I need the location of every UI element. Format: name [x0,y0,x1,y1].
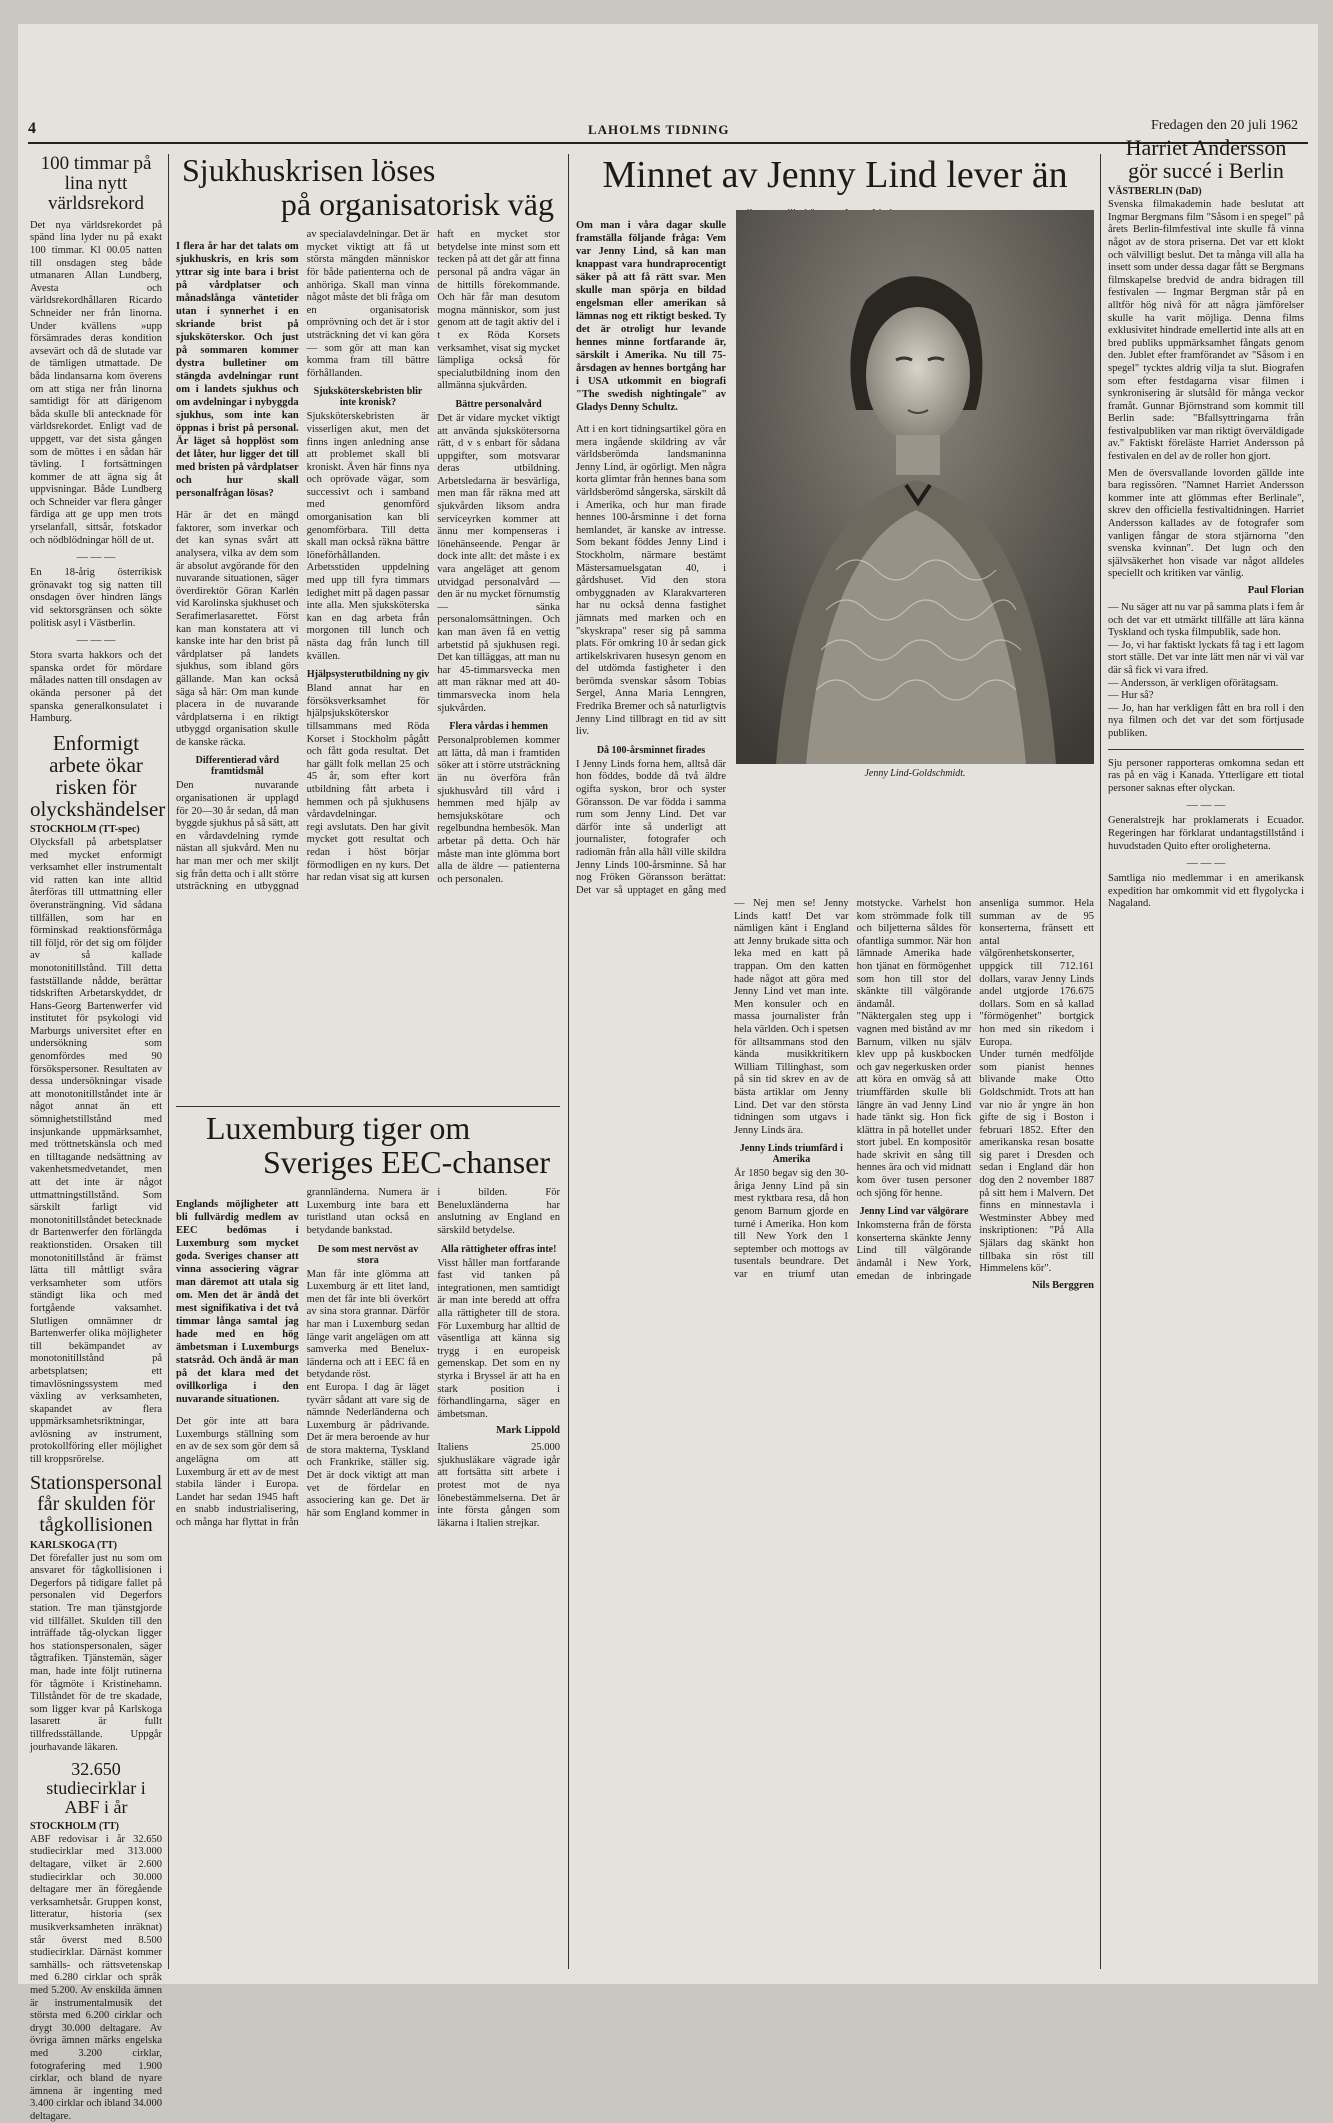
hospital-body: regi avslutats. Den har givit mycket gott resultat och redan i höst börjar förmodligen en ny kurs. Det har redan visat sig att kursen haft en mycket stor betydelse inte minst som ett tecken på att det går att finna personal på andra vägar än de hittills förekommande. Och här får man desutom mogna människor, som just genom att de tagit aktiv del i t ex Röda Korsets verksamhet, visat sig mycket lämpliga också för specialutbildning inom den allmänna sjukvården. [306,229,560,884]
jenny-lind-body: "Näktergalen steg upp i vagnen med bistånd av mr Barnum, vilken nu själv klev upp på kuskbocken och gav negerkusken order att köra en omväg så att triumffärden skulle bli längre än vad Jenny Lind hade tänkt sig. Hon fick klättra in på hotellet under stort jubel. En kompositör hade skrivit en sång till hennes ära och vid midnatt kom över tusen personer och sjöng för henne. [856,1011,972,1199]
portrait-image [736,210,1094,764]
section-rule [176,1106,560,1107]
harriet-byline: VÄSTBERLIN (DaD) [1108,186,1202,198]
luxembourg-article [176,1112,560,1962]
world-record-headline: 100 timmar på lina nytt världsrekord [40,153,152,214]
separator: — — — [76,634,116,647]
left-column [30,153,166,2122]
luxembourg-headline-2: Sveriges EEC-chanser [262,1143,550,1180]
accident-body: Olycksfall på arbetsplatser med mycket enformigt verksamhet eller instrumentalt vid ratten kan inte alltid återföras till uttmattning eller överansträngning. Vid sådana tillfällen, som har en förminskad reaktionsförmåga till följd, rör det sig om följder av så kallade monotonitillstånd. Till detta fastställande nådde, berättar tidskriften Arbetarskyddet, dr Hans-Georg Bartenwerfer vid institutet för psykologi vid Marburgs universitet efter en undersökning som genomfördes med 90 försökspersoner. Resultaten av dessa undersökningar visade att monotonitillståndet inte är något annat än ett sömnighetstillstånd med insjunkande uppmärksamhet, med tröttnetskänsla och med en tilltagande nedsättning av vakenhetsmedvetandet, men att det inte är något uttmattningstillstånd. Som särskilt farligt vid monotonitillståndet betecknade dr Bartenwerfer den förlängda reaktionstiden. Orsaken till monotonitillstånd är främst lätta till måttligt svåra verksamheter som utförs ständigt lika och med fortgående vaksamhet. Slutligen omnämner dr Bartenwerfer olika möjligheter till bekämpandet av monotonitillstånd på arbetsplatsen; ett timavlösningssystem med växling av verksamheten, skapandet av flera uppmärksamhetsriktningar, avlösning av instrument, protokollföring eller möjlighet till kroppsrörelse. [30,836,162,1466]
harriet-article [1108,136,1304,1966]
harriet-headline-1: Harriet Andersson [1125,135,1287,160]
accident-headline: Enformigt arbete ökar risken för olyckshändelser [30,730,166,821]
jenny-lind-headline: Minnet av Jenny Lind lever än [602,154,1068,196]
news-brief: Samtliga nio medlemmar i en amerikansk expedition har omkommit vid ett flygolycka i Nagaland. [1108,873,1304,910]
jenny-lind-body: Att i en kort tidningsartikel göra en mera ingående skildring av vår världsberömda landsmaninna Jenny Lind, är ogörligt. Men några korta glimtar från hennes bana som världsberömd sångerska, särskilt då i Amerika, och hur man firade hennes 100-årsminne i det forna hemlandet, är kanske av intresse. Som bekant föddes Jenny Lind i Stockholm, närmare bestämt Mästersamuelsgatan 40, i gårdshuset. Vid den stora ombyggnaden av Klarakvarteren har nu också denna fastighet jämnats med marken och en "skyskrapa" reser sig på samma plats. För omkring 10 år sedan gick artikelskrivaren husesyn genom en del utdömda fastigheter i den berömda svenskar såsom Tobias Sergel, Anna Maria Lenngren, Fredrika Bremer och så naturligtvis Jenny Lind tillbragt en tid av sitt liv. [576,424,726,738]
column-rule [1100,154,1101,1969]
hospital-body: Det är vidare mycket viktigt att använda sjukskötersorna rätt, d v s enbart för sådana uppgifter, som motsvarar deras utbildning. Arbetsledarna är besvärliga, men man får räkna med att sjukvården liksom andra serviceyrken kommer att ännu mer kompenseras i lönehänseende. Pengar är dock inte allt: det måste i ex vara angeläget att genom utvidgad personalvård — den är nu mycket förnumstig — sänka personalomsättningen. Och kan man även få en vettig arbetstid på sjukhusen regi. Det kan tilläggas, att man nu har 45-timmarsvecka men att man räknar med att 40-timmarsvecka inom hela sjukvården. [437,412,560,714]
hospital-body: Sjuksköterskebristen är visserligen akut, men det finns ingen anledning anse att problemet skall bli kroniskt. Även här finns nya och oprövade vägar, som successivt och i samband med genomförd omorganisation kan bli genomförbara. Till detta skall man också räkna bättre löneförhållanden. Arbetsstiden uppdelning med upp till fyra timmars ledighet mitt på dagen passar inte alla. Men sjuksköterska kan en dag arbeta från morgonen till lunch och nästa dag från lunch till kvällen. [306,411,430,662]
hospital-subhead: Flera vårdas i hemmen [449,721,548,733]
study-body: ABF redovisar i år 32.650 studiecirklar med 313.000 deltagare, vilket är 2.600 studiecirklar och 30.000 deltagare mer än föregående verksamhetsår. Gruppen konst, litteratur, historia (sex musikverksamheten inräknat) står överst med 8.500 studiecirklar. Därnäst kommer samhälls- och rättsvetenskap med 6.280 cirklar och språk med 5.200. Av enskilda ämnen är instrumentalmusik det största med 6.200 cirklar och drygt 30.000 deltagare. Av övriga ämnen märks engelska med 3.200 cirklar, fotografering med 1.900 cirklar, och bland de nyare ämnena är ingenting med 3.400 cirklar och ibland 34.000 deltagare. [30,1833,162,2122]
luxembourg-author: Mark Lippold [496,1425,560,1437]
harriet-body: Men de översvallande lovorden gällde inte bara regissören. "Namnet Harriet Andersson kommer inte att glömmas efter Berlinale", skrev den officiella festivaltidningen. Harriet Andersson kallades av de fotografer som vanligen fångar de stora stjärnorna "den svenska kvinnan". Det lugn och den självsäkerhet hon visade var något alldeles speciellt och kritiken var vänlig. [1108,467,1304,580]
station-byline: KARLSKOGA (TT) [30,1539,117,1551]
luxembourg-subhead: Alla rättigheter offras inte! [440,1243,557,1255]
hospital-body: Den nuvarande organisationen är upplagd för 20—30 år sedan, då man byggde sjukhus på så sätt, att en vårdavdelning rymde nästan all sjukvård. Men nu har man mer och mer skiljt sig från detta och i allt större utsträckning en utbyggnad av specialavdelningar. Det är mycket viktigt att få ut största mängden människor för både patienterna och de anhöriga. Skall man vinna något måste det bli fråga om en organisatorisk omprövning och det är i stor utsträckning det vi kan göra — som gör att man kan komma fram till bättre förhållanden. [176,229,430,893]
accident-byline: STOCKHOLM (TT-spec) [30,823,140,835]
jenny-lind-intro: Om man i våra dagar skulle framställa följande fråga: Vem var Jenny Lind, så kan man knappast vara hundraprocentigt säker på att få rätt svar. Men skulle man spörja en bildad engelsman eller amerikan så lämnas nog ett riktigt besked. Ty det är otroligt hur levande hennes minne fortfarande är, särskilt i Amerika. Nu till 75-årsdagen av hennes bortgång har i USA utkommit en biografi "The swedish nightingale" av Gladys Denny Schultz. [576,219,726,413]
harriet-body: Svenska filmakademin hade beslutat att Ingmar Bergmans film "Såsom i en spegel" på årets Berlin-filmfestival inte skulle få vinna något av de stora priserna. Det var ett klokt och välvilligt beslut. Det ta många vill alla ha insett som under dessa dagar fått se Bergmans filmskapelse bredvid de andra bidragen till festivalen — Ingmar Bergman står på en alltför hög nivå för att några jämförelser skulle ha varit möjliga. Denna films exklusivitet hindrade emellertid inte alls att en bred publiks uppmärksamhet fångats genom den. Jublet efter framförandet av "Såsom i en spegel" tycktes aldrig vilja ta slut. Biografen som efter festdagarna visar filmen i synkronisering är slutsåld för många veckor framåt. Gunnar Björnstrand som kommit till Berlin sade: "Bfallsyttringarna från festivalpubliken var man riktigt överväldigade av." Faktiskt föreläste Harriet Andersson på festivalen en del av de roller hon gjort. [1108,199,1304,463]
world-record-body: Det nya världsrekordet på spänd lina lyder nu på exakt 100 timmar. Kl 00.05 natten till onsdagen steg både utmanaren Allan Lundberg, Avesta och världsrekordhållaren Ricardo Schneider ner från linorna. Under kvällens »upp försämrades deras kondition avsevärt och då de slutade var de tämligen utmattade. De båda lindansarna kom överens om att stiga ner från linorna samtidigt för att därigenom båda skulle bli antecknade för världsrekordet. Enligt vad de uppgett, var det sista gången som de möttes i en sådan här tävling. I fortsättningen kommer de att ägna sig åt uppvisningar. Både Lundberg och Schneider var flera gånger färdiga att ge upp men trots yrselanfall, sittsår, fotskador och nödblödningar höll de ut. [30,219,162,546]
news-brief: Sju personer rapporteras omkomna sedan ett ras på en väg i Kanada. Ytterligare ett tiotal personer saknas efter olyckan. [1108,757,1304,794]
jenny-lind-author: Nils Berggren [1032,1279,1094,1291]
hospital-article [176,154,560,1104]
news-brief: Generalstrejk har proklamerats i Ecuador. Regeringen har förklarat undantagstillstånd i huvudstaden Quito efter oroligheterna. [1108,815,1304,852]
portrait-caption: Jenny Lind-Goldschmidt. [864,768,966,779]
hospital-headline-2: på organisatorisk väg [280,185,554,222]
jenny-lind-body: Under turnén medföljde som pianist hennes blivande make Otto Goldschmidt. Trots att han var nio år yngre än hon gifte de sig i Boston i februari 1852. Efter den amerikanska resan bosatte sig paret i Dresden och sedan i England där hon dog den 2 november 1887 på sitt hem i Malvern. Det finns en minnestavla i Westminster Abbey med inskriptionen: "På Alla Själars dag skänkt hon tillbaka sin röst till Himmelens kör". [979,1049,1094,1275]
harriet-dialogue: — Nu säger att nu var på samma plats i fem år och det var ett utmärkt tillfälle att lära känna Tyskland och tyska filmpublik, sade hon. [1108,602,1304,639]
column-rule [168,154,169,1969]
hospital-subhead: Sjuksköterskebristen blir inte kronisk? [313,386,423,409]
separator: — — — [1186,857,1226,870]
luxembourg-body: Visst håller man fortfarande fast vid tanken på integrationen, men samtidigt är man inte beredd att offra alla rättigheter till de stora. För Luxemburg har alltid de väsentliga att känna sig trygg i en europeisk gemenskap. Det som en ny styrka i Bryssel är att ha en stark position i förhandlingarna, säger en ämbetsman. [437,1257,560,1420]
harriet-dialogue: — Andersson, är verkligen oförätagsam. [1108,677,1279,689]
section-rule [1108,749,1304,750]
luxembourg-body: ent Europa. I dag är läget tyvärr sådant att vare sig de nämnde Nederländerna och Luxemburg är pådrivande. Det är mera beroende av hur de stora makterna, Tyskland och Frankrike, ställer sig. Det är dock viktigt att man vet de fördelar en associering kan ge. Det är här som England kommer in i bilden. För Beneluxländerna har anslutning av England en särskild betydelse. [306,1187,560,1519]
separator: — — — [1186,799,1226,812]
separator: — — — [76,551,116,564]
newspaper-page [18,24,1318,2122]
harriet-headline-2: gör succé i Berlin [1128,158,1284,184]
hospital-subhead: Hjälpsysterutbildning ny giv [306,669,430,681]
world-record-brief-2: Stora svarta hakkors och det spanska ordet för mördare målades natten till onsdagen av okända personer på det spanska generalkonsulatet i Hamburg. [30,650,162,725]
hospital-body: Bland annat har en försöksverksamhet för hjälpsjuksköterskor tillsammans med Röda Korset i Stockholm pågått och fått goda resultat. Det har gällt folk mellan 25 och 45 år, som efter kort utbildning fått arbeta i hemmen och på sjukhusens vårdavdelningar. [306,683,430,821]
luxembourg-body: Det gör inte att bara Luxemburgs ställning som en av de sex som gör dem så angelägna om att Luxemburg är ett av de mest stabila länder i Europa. Landet har sedan 1945 haft en snabb industrialisering, och många har flyttat in från grannländerna. Numera är Luxemburg inte bara ett turistland utan också en betydande bankstad. [176,1187,430,1528]
jenny-lind-body: Inkomsterna från de första konserterna skänkte Jenny Lind till välgörande ändamål i New York, emedan de inbringade ansenliga summor. Hela summan av de 95 konserterna, fränsett ett antal välgörenhetskonserter, uppgick till 712.161 dollars, varav Jenny Linds andel utgjorde 176.675 dollars. Som en så kallad "förmögenhet" bortgick hon med sin rikedom i Europa. [856,898,1094,1282]
jenny-lind-body: År 1850 begav sig den 30-åriga Jenny Lind på sin mest ryktbara resa, då hon genom Barnum gjorde en turné i Amerika. Hon kom till New York den 1 september och mottogs av tusentals beundrare. Det var en triumf utan motstycke. Varhelst hon kom strömmade folk till och biljetterna såldes för ofantliga summor. När hon lämnade Amerika hade hon tjänat en förmögenhet som hon till stor del skänkte till välgörande ändamål. [734,898,972,1281]
jenny-lind-subhead: Då 100-årsminnet firades [596,744,706,756]
hospital-subhead: Bättre personalvård [455,398,542,410]
hospital-headline-1: Sjukhuskrisen löses [182,152,436,188]
luxembourg-subhead: De som mest nervöst av stora [317,1243,419,1266]
jenny-lind-subhead: Jenny Linds triumfärd i Amerika [739,1143,843,1166]
study-byline: STOCKHOLM (TT) [30,1820,119,1832]
luxembourg-lead: Englands möjligheter att bli fullvärdig medlem av EEC bedömas i Luxemburg som mycket goda. Sveriges chanser att vinna associering vägrar man däremot att utala sig om. Men det är ändå det mest signifikativa i det två timmar långa samtal jag hade med en hög ämbetsman i Luxemburgs statsråd. Och ändå är man på det klara med det ovillkorliga i den nuvarande situationen. [176,1198,299,1405]
luxembourg-body: Man får inte glömma att Luxemburg är ett litet land, men det får inte bli överkört av sina stora grannar. Därför har man i Luxemburg sedan länge varit angelägen om att samverka med Benelux-länderna och att i EEC få en betydande röst. [306,1268,430,1381]
issue-date: Fredagen den 20 juli 1962 [1151,118,1298,133]
harriet-dialogue: — Hur så? [1108,690,1154,702]
page-number: 4 [28,120,36,137]
harriet-dialogue: — Jo, vi har faktiskt lyckats få tag i ett lagom stort ställe. Det var inte lätt men när vi väl var där så fick vi vara ifred. [1108,639,1304,676]
harriet-author: Paul Florian [1247,585,1304,596]
hospital-lead: I flera år har det talats om sjukhuskris, en kris som yttrar sig inte bara i brist på vårdplatser och månadslånga väntetider utan i synnerhet i en skriande brist på sjuksköterskor. Och just på sommaren kommer dystra bulletiner om stängda avdelningar runt om i landets sjukhus och om avdelningar i nybyggda sjukhus, som inte kan öppnas i brist på personal. Är läget så hopplöst som det låter, hur ligger det till med bristen på vårdplatser och hur skall personalfrågan lösas? [176,240,299,499]
jenny-lind-body: I Jenny Linds forna hem, alltså där hon föddes, bodde då två äldre ogifta syskon, bror och syster Göransson. De var födda i samma rum som Jenny Lind. Det var därför inte så underligt att journalister, fotografer och radiomän från alla håll ville skildra Jenny Linds 100-årsminne. Så har nog Fröken Göransson berättat: Det var så upptaget en gång med [576,758,726,896]
column-rule [568,154,569,1969]
luxembourg-headline-1: Luxemburg tiger om [206,1110,471,1146]
harriet-dialogue: — Jo, han har verkligen fått en bra roll i den nya filmen och det var det som förtjusade publiken. [1108,702,1304,739]
luxembourg-brief: Italiens 25.000 sjukhusläkare vägrade igår att fortsätta sitt arbete i protest mot de nya lönebestämmelserna. Det är inte första gången som läkarna i Italien strejkar. [437,1442,560,1529]
world-record-brief-1: En 18-årig österrikisk grönavakt tog sig natten till onsdagen över hindren längs vid sektorsgränsen och sökte politisk asyl i Västberlin. [30,567,162,629]
hospital-body: Här är det en mängd faktorer, som inverkar och det kan synas svårt att analysera, vilka av dem som är absolut avgörande för den nuvarande situationen, säger överdirektör Göran Karlén vid Karolinska sjukhuset och Serafimerlasarettet. Först kan man konstatera att vi kanske inte har den brist på vårdplatser på landets sjukhus, som ibland görs gällande. Man kan också säga så här: Om man kunde placera in de nuvarande vårdplatserna i en riktigt utbyggd organisation skulle de kanske räcka. [176,510,299,748]
jenny-lind-portrait [736,210,1094,764]
paper-title: LAHOLMS TIDNING [588,122,730,137]
jenny-lind-subhead: Jenny Lind var välgörare [859,1206,969,1218]
study-headline: 32.650 studiecirklar i ABF i år [46,1759,146,1817]
station-body: Det förefaller just nu som om ansvaret för tågkollisionen i Degerfors på tidigare fallet på personalen vid Degerfors station. Tre man tjänstgjorde vid tillfället. Skulden till den inträffade tåg-olyckan ligger hos stationspersonalen, säger tågtrafiken. Tjänstemän, säger man, hade inte följt rutinerna för tågmöte i Kristinehamn. Tillståndet för de tre skadade, som ligger kvar på Karlskoga lasarett är fullt tillfredsställande. Uppgår jourhavande läkaren. [30,1552,162,1753]
jenny-lind-body: — Nej men se! Jenny Linds katt! Det var nämligen känt i England att Jenny brukade sitta och leka med en katt på trappan. Om den katten hade något att göra med Jenny Lind vet man inte. Men konsuler och en massa journalister från hela världen. Och i spetsen för alltsammans stod den kända musikkritikern William Tillinghast, som på sin tid skrev en av de bästa artiklar om Jenny Lind. Det var den största tidningen som utgavs i Jenny Linds ära. [734,898,849,1136]
station-headline: Stationspersonal får skulden för tågkollisionen [30,1471,163,1536]
hospital-body: Personalproblemen kommer att lätta, då man i framtiden söker att i större utsträckning än nu överföra från sjukhusvård till vård i hemmen med hjälp av hemsjukskötare och regelbundna hembesök. Man arbetar på detta. Och här måste man inte glömma bort alla de äldre — patienterna och personalen. [437,735,560,885]
hospital-subhead: Differentierad vård framtidsmål [195,755,280,778]
